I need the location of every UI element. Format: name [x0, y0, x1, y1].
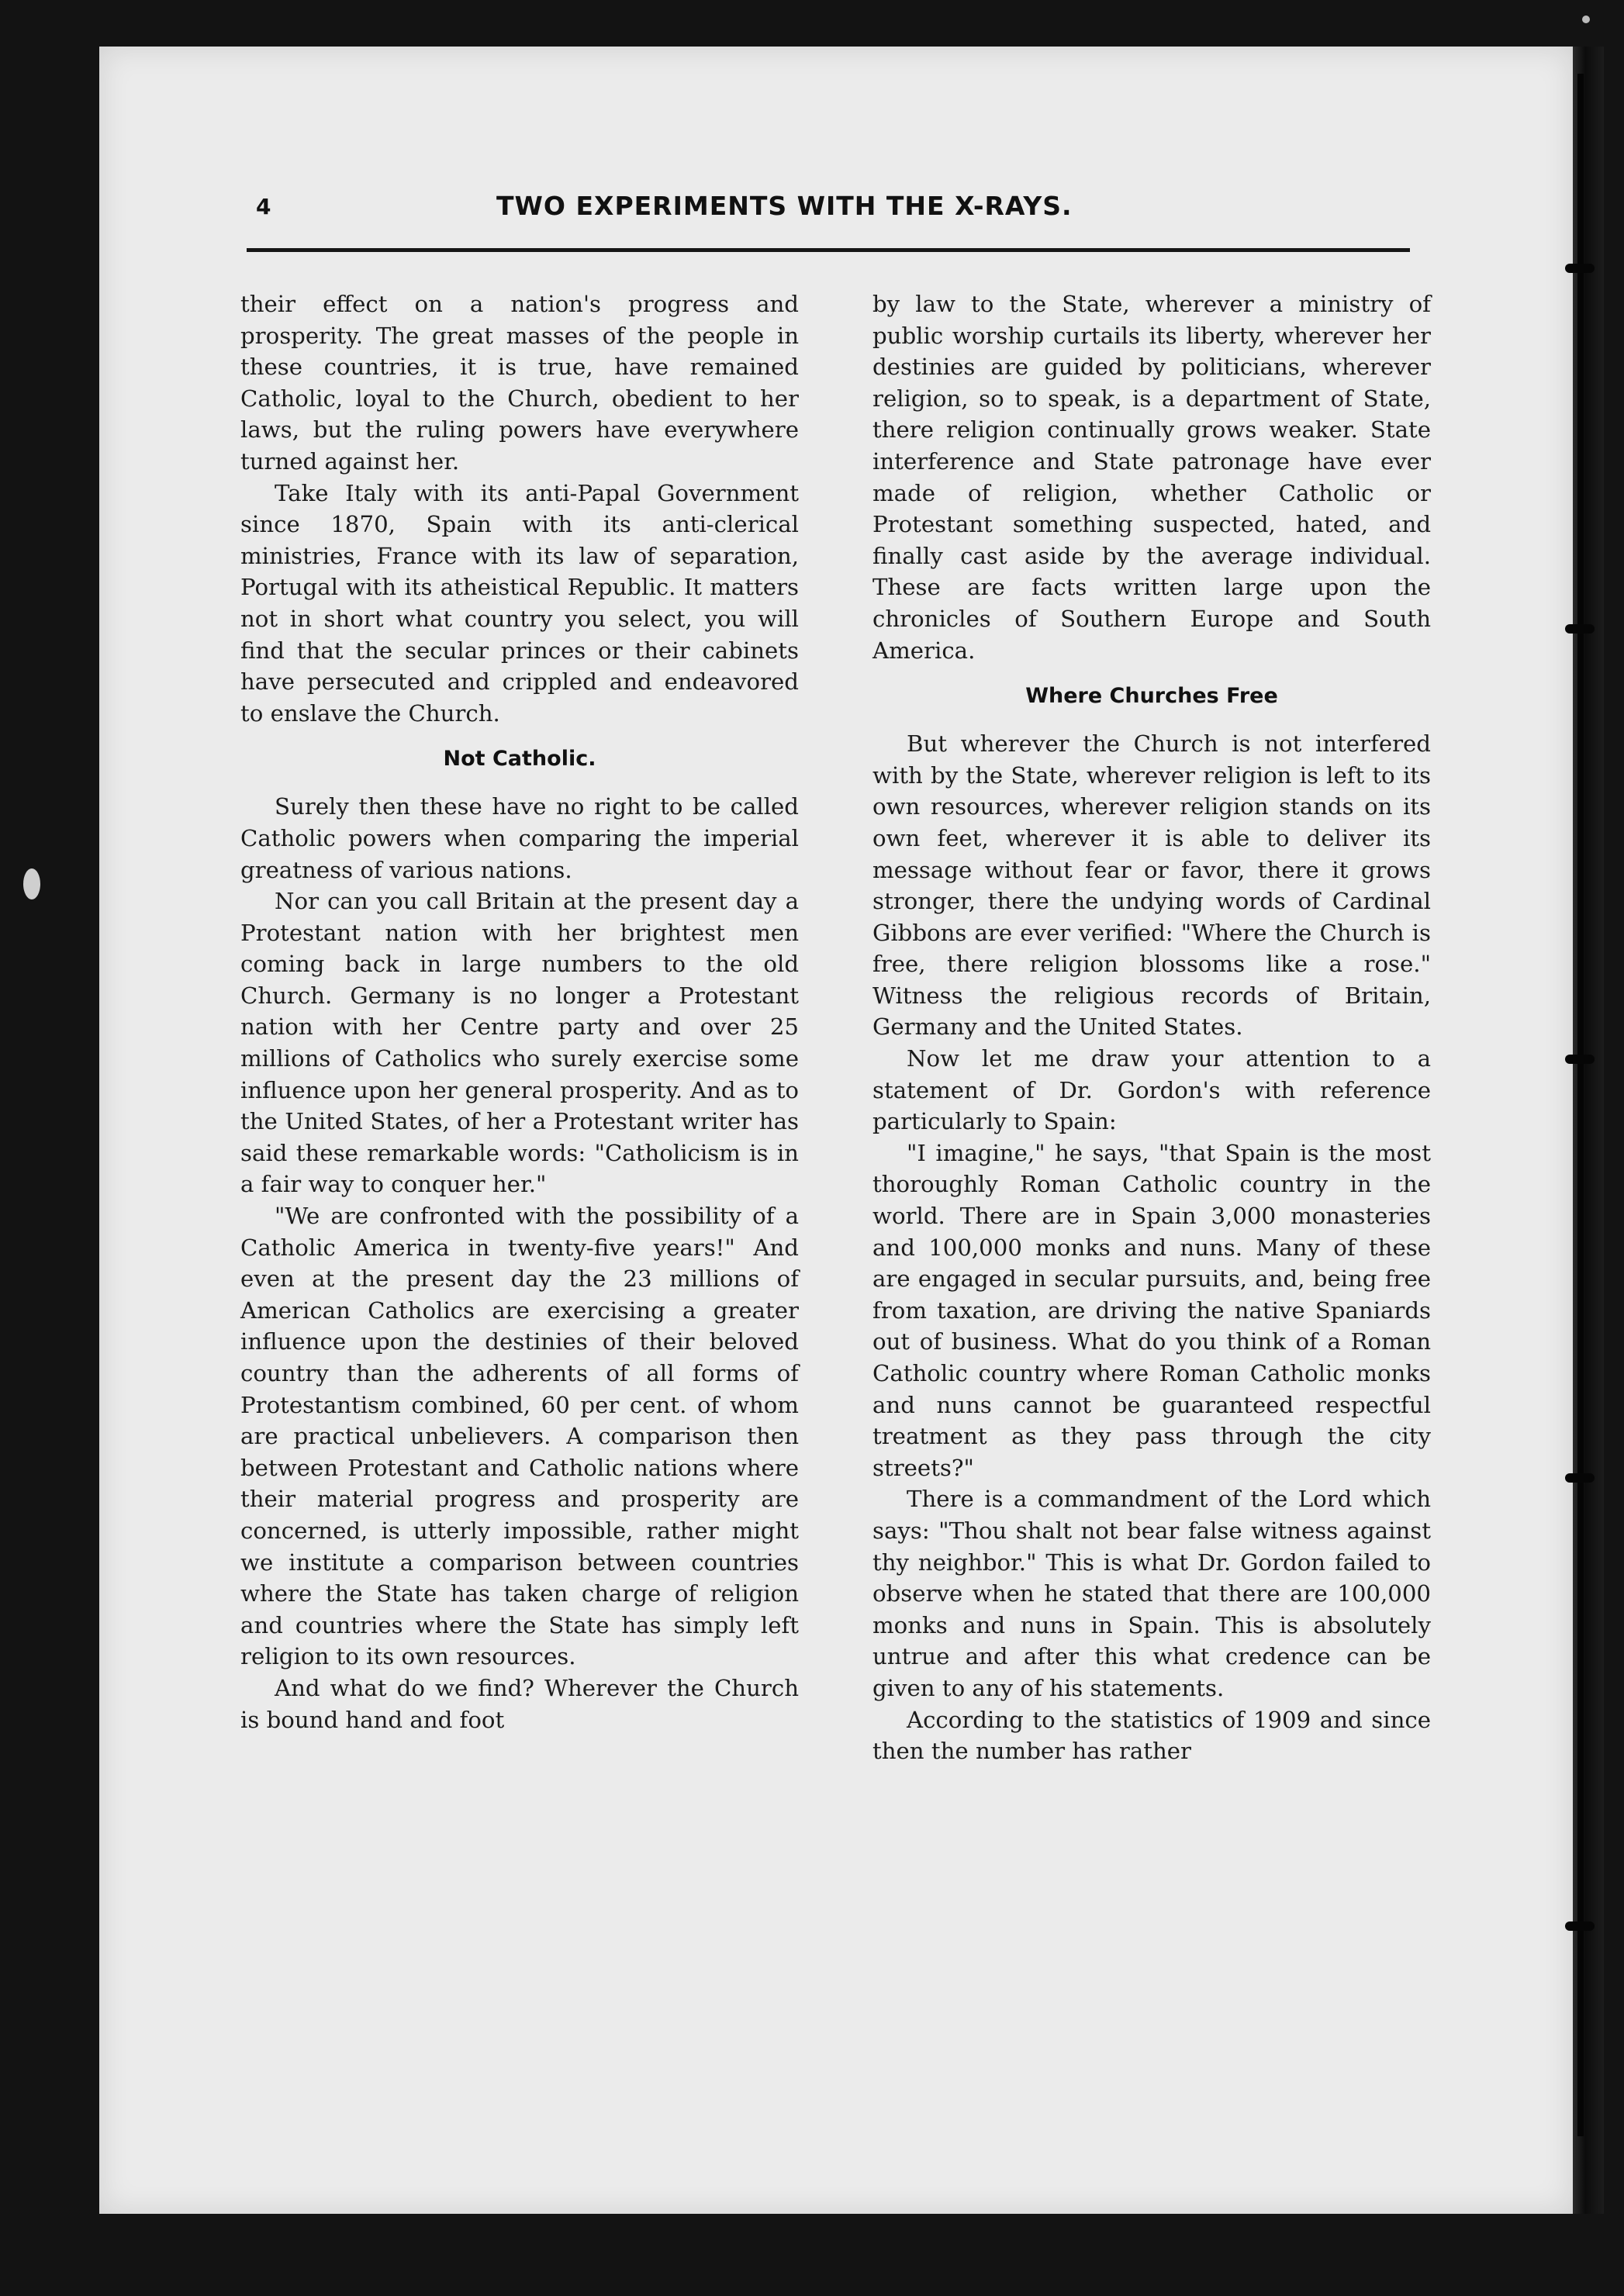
page-number: 4	[256, 194, 271, 219]
running-title: TWO EXPERIMENTS WITH THE X-RAYS.	[496, 191, 1073, 221]
binding-tick	[1565, 1473, 1595, 1483]
paragraph: Surely then these have no right to be called Catholic powers when comparing the imperial greatness of various nations.	[240, 793, 799, 883]
scan-speck	[23, 868, 40, 899]
binding-line	[1577, 74, 1584, 2136]
paragraph: Nor can you call Britain at the present day a Protestant nation with her brightest men coming back in large numbers to the old Church. Germany is no longer a Protestant nation with her Centre party and over 25 millions of Catholics who surely exercise some influence upon her general prosperity. And as to the United States, of her a Protestant writer has said these remarkable words: "Catholicism is in a fair way to conquer her."	[240, 888, 799, 1198]
paragraph: by law to the State, wherever a ministry of public worship curtails its liberty, wherever her destinies are guided by politicians, wherever religion, so to speak, is a department of State, there religion continually grows weaker. State interference and State patronage have ever made of religion, whether Catholic or Protestant something suspected, hated, and finally cast aside by the average individual. These are facts written large upon the chronicles of Southern Europe and South America.	[872, 291, 1431, 664]
paragraph: "We are confronted with the possibility of a Catholic America in twenty-five years!" And even at the present day the 23 millions of American Catholics are exercising a greater influence upon the destinies of their beloved country than the adherents of all forms of Protestantism combined, 60 per cent. of whom are practical unbelievers. A comparison then between Protestant and Catholic nations where their material progress and prosperity are concerned, is utterly impossible, rather might we institute a comparison between countries where the State has taken charge of religion and countries where the State has simply left religion to its own resources.	[240, 1203, 799, 1670]
right-column	[872, 288, 1431, 1767]
left-column	[240, 288, 799, 1735]
binding-tick	[1565, 1055, 1595, 1064]
paragraph: According to the statistics of 1909 and since then the number has rather	[872, 1706, 1431, 1765]
paragraph: And what do we find? Wherever the Church is bound hand and foot	[240, 1674, 799, 1733]
binding-tick	[1565, 1921, 1595, 1931]
scan-speck	[1582, 16, 1590, 23]
binding-tick	[1565, 624, 1595, 634]
binding-tick	[1565, 264, 1595, 273]
section-heading: Not Catholic.	[443, 747, 596, 772]
section-heading: Where Churches Free	[1025, 684, 1278, 709]
paragraph: Now let me draw your attention to a statement of Dr. Gordon's with reference particularly to Spain:	[872, 1045, 1431, 1135]
paragraph: There is a commandment of the Lord which says: "Thou shalt not bear false witness against thy neighbor." This is what Dr. Gordon failed to observe when he stated that there are 100,000 monks and nuns in Spain. This is absolutely untrue and after this what credence can be given to any of his statements.	[872, 1486, 1431, 1701]
header-rule	[247, 248, 1410, 252]
paragraph: Take Italy with its anti-Papal Government since 1870, Spain with its anti-clerical ministries, France with its law of separation, Portugal with its atheistical Republic. It matters not in short what country you select, you will find that the secular princes or their cabinets have persecuted and crippled and endeavored to enslave the Church.	[240, 479, 799, 727]
paragraph: But wherever the Church is not interfered with by the State, wherever religion is left to its own resources, wherever religion stands on its own feet, wherever it is able to deliver its message without fear or favor, there it grows stronger, there the undying words of Cardinal Gibbons are ever verified: "Where the Church is free, there religion blossoms like a rose." Witness the religious records of Britain, Germany and the United States.	[872, 730, 1431, 1041]
paragraph: their effect on a nation's progress and prosperity. The great masses of the people in these countries, it is true, have remained Catholic, loyal to the Church, obedient to her laws, but the ruling powers have everywhere turned against her.	[240, 291, 799, 475]
paragraph: "I imagine," he says, "that Spain is the most thoroughly Roman Catholic country in the world. There are in Spain 3,000 monasteries and 100,000 monks and nuns. Many of these are engaged in secular pursuits, and, being free from taxation, are driving the native Spaniards out of business. What do you think of a Roman Catholic country where Roman Catholic monks and nuns cannot be guaranteed respectful treatment as they pass through the city streets?"	[872, 1139, 1431, 1481]
